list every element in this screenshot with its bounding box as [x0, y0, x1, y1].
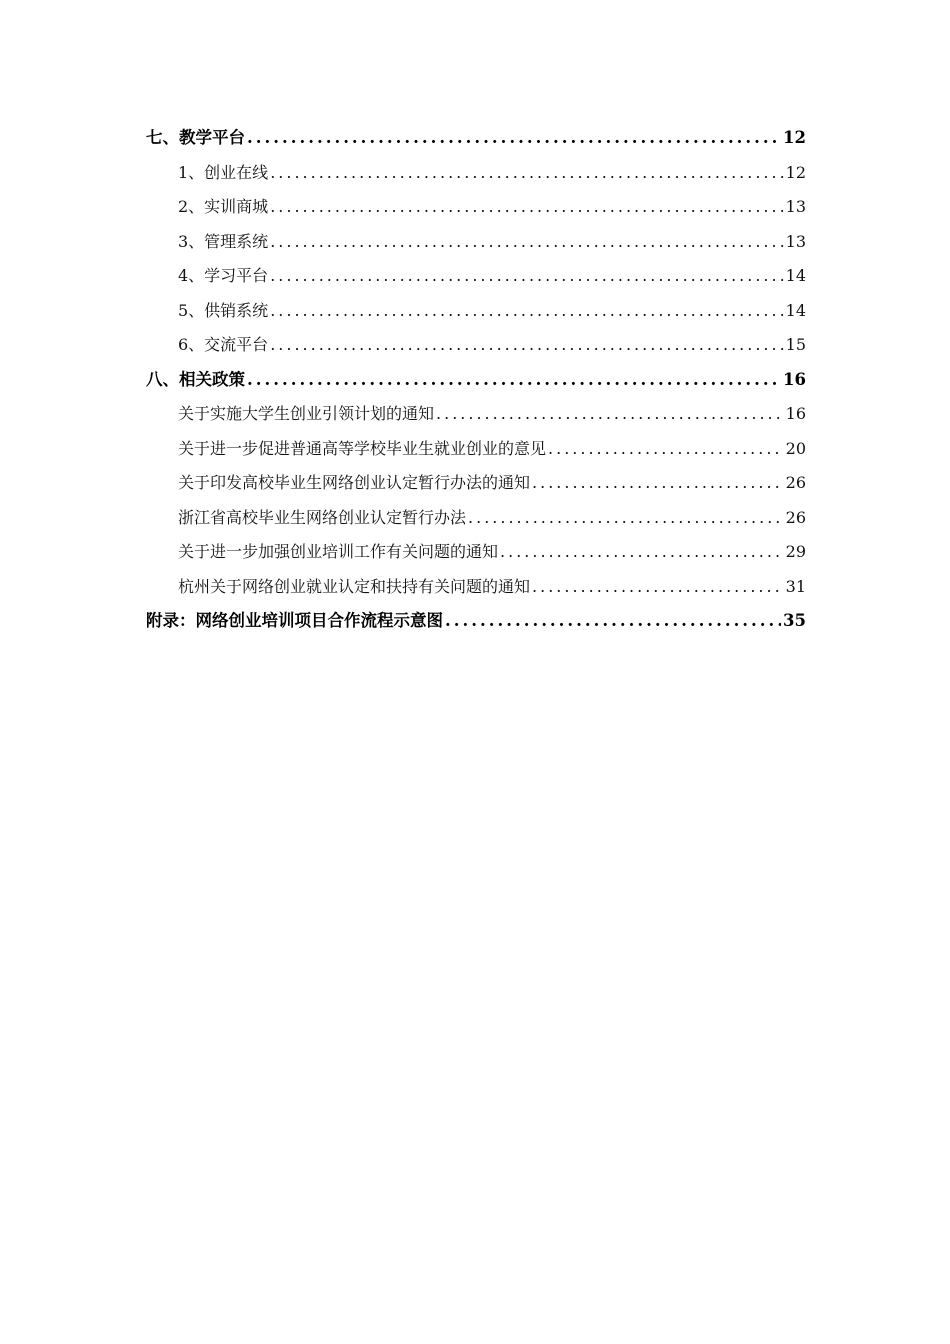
toc-entry[interactable] [146, 121, 806, 156]
toc-entry-page: 26 [785, 473, 806, 492]
toc-entry-page: 12 [783, 128, 806, 147]
toc-entry[interactable] [146, 432, 806, 467]
toc-entry-page: 31 [785, 576, 806, 596]
toc-leader-dots [270, 225, 783, 260]
toc-leader-dots [532, 466, 784, 501]
toc-entry-title: 2、实训商城 [178, 197, 269, 216]
toc-entry[interactable] [146, 466, 806, 501]
toc-entry-title: 七、教学平台 [146, 128, 245, 147]
toc-entry-title: 关于进一步促进普通高等学校毕业生就业创业的意见 [178, 438, 547, 458]
toc-entry-title: 1、创业在线 [178, 162, 269, 182]
toc-entry-page: 29 [785, 542, 806, 561]
toc-entry[interactable] [146, 501, 806, 536]
toc-leader-dots [532, 570, 784, 605]
toc-leader-dots [500, 535, 784, 570]
toc-leader-dots [247, 363, 781, 398]
toc-entry[interactable] [146, 570, 806, 605]
toc-entry-title: 4、学习平台 [178, 266, 269, 285]
toc-entry-title: 关于印发高校毕业生网络创业认定暂行办法的通知 [178, 473, 531, 492]
toc-entry-title: 附录：网络创业培训项目合作流程示意图 [146, 611, 443, 630]
toc-entry-page: 14 [785, 300, 806, 320]
toc-leader-dots [270, 328, 783, 363]
toc-entry-page: 13 [785, 231, 806, 251]
table-of-contents [146, 121, 806, 639]
toc-entry[interactable] [146, 397, 806, 432]
toc-entry-page: 16 [785, 404, 806, 423]
toc-entry[interactable] [146, 259, 806, 294]
toc-entry-page: 14 [785, 266, 806, 285]
toc-entry-page: 20 [785, 438, 806, 458]
toc-entry[interactable] [146, 604, 806, 639]
toc-entry[interactable] [146, 294, 806, 329]
toc-entry-title: 3、管理系统 [178, 231, 269, 251]
toc-entry-page: 13 [785, 197, 806, 216]
toc-leader-dots [468, 501, 784, 536]
toc-leader-dots [270, 190, 783, 225]
toc-entry-title: 关于实施大学生创业引领计划的通知 [178, 404, 435, 423]
toc-leader-dots [270, 294, 783, 329]
toc-entry-page: 15 [785, 335, 806, 354]
toc-leader-dots [270, 156, 783, 191]
toc-entry[interactable] [146, 535, 806, 570]
toc-entry-title: 5、供销系统 [178, 300, 269, 320]
toc-leader-dots [436, 397, 784, 432]
toc-entry[interactable] [146, 328, 806, 363]
toc-entry[interactable] [146, 156, 806, 191]
toc-entry-page: 26 [785, 507, 806, 527]
toc-entry-page: 35 [783, 611, 806, 630]
toc-entry-title: 八、相关政策 [146, 369, 245, 389]
toc-entry-title: 杭州关于网络创业就业认定和扶持有关问题的通知 [178, 576, 531, 596]
toc-entry-title: 关于进一步加强创业培训工作有关问题的通知 [178, 542, 499, 561]
toc-leader-dots [548, 432, 784, 467]
toc-leader-dots [247, 121, 781, 156]
toc-entry-page: 16 [783, 369, 806, 389]
toc-leader-dots [270, 259, 783, 294]
toc-entry[interactable] [146, 363, 806, 398]
toc-entry-title: 6、交流平台 [178, 335, 269, 354]
toc-leader-dots [445, 604, 781, 639]
toc-entry-title: 浙江省高校毕业生网络创业认定暂行办法 [178, 507, 467, 527]
toc-entry[interactable] [146, 190, 806, 225]
toc-entry-page: 12 [785, 162, 806, 182]
toc-entry[interactable] [146, 225, 806, 260]
